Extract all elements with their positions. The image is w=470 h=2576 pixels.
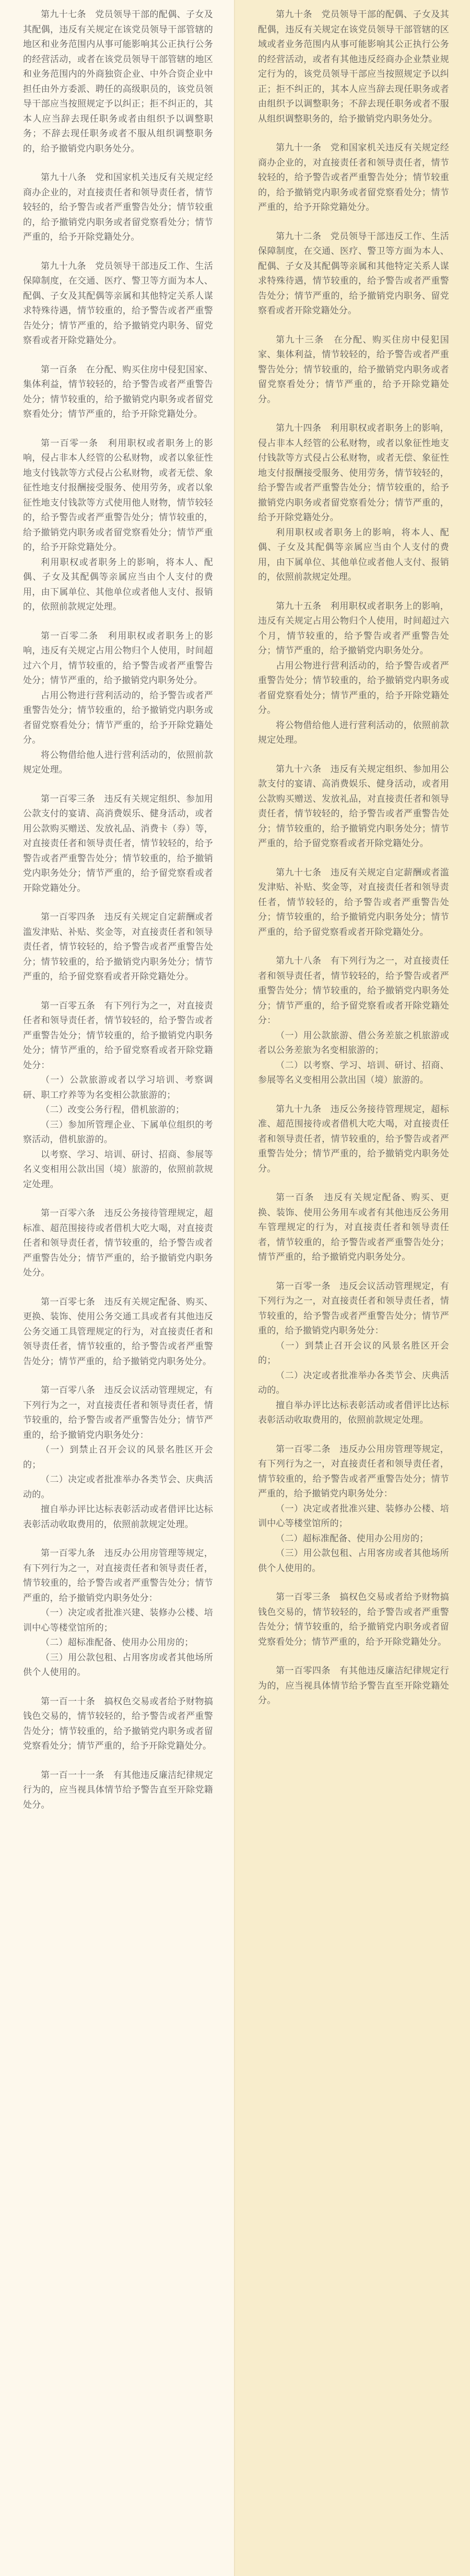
article	[23, 910, 213, 985]
article-paragraph: 第一百零二条 利用职权或者职务上的影响，违反有关规定占用公物归个人使用，时间超过六个月，情节较重的，给予警告或者严重警告处分；情节严重的，给予撤销党内职务处分。	[23, 630, 213, 686]
article-paragraph: 第一百零一条 利用职权或者职务上的影响，侵占非本人经管的公私财物，或者以象征性地支付钱款等方式侵占公私财物，或者无偿、象征性地支付报酬接受服务、使用劳务，或者以象征性地支付钱款等方式使用他人财物，情节较轻的，给予警告或者严重警告处分；情节较重的，给予撤销党内职务或者留党察看处分；情节严重的，给予开除党籍处分。	[23, 438, 213, 553]
article	[258, 954, 449, 1088]
article-paragraph: 第一百一十一条 有其他违反廉洁纪律规定行为的，应当视具体情节给予警告直至开除党籍处分。	[23, 1770, 213, 1810]
article-paragraph: 第九十六条 违反有关规定组织、参加用公款支付的宴请、高消费娱乐、健身活动，或者用公款购买赠送、发放礼品，对直接责任者和领导责任者，情节较轻的，给予警告或者严重警告处分；情节较重的，给予撤销党内职务处分；情节严重的，给予留党察看或者开除党籍处分。	[258, 764, 449, 849]
article	[23, 7, 213, 156]
article-paragraph: （一）到禁止召开会议的风景名胜区开会的；	[23, 1445, 213, 1470]
article-paragraph: （一）决定或者批准兴建、装修办公楼、培训中心等楼堂馆所的；	[258, 1503, 449, 1529]
article	[258, 1664, 449, 1708]
article	[23, 1694, 213, 1754]
article-paragraph: （二）超标准配备、使用办公用房的；	[276, 1533, 429, 1544]
article	[258, 865, 449, 940]
article	[23, 259, 213, 348]
article	[258, 599, 449, 748]
article-paragraph: 第九十一条 党和国家机关违反有关规定经商办企业的，对直接责任者和领导责任者，情节较轻的，给予警告或者严重警告处分；情节较重的，给予撤销党内职务或者留党察看处分；情节严重的，给予开除党籍处分。	[258, 143, 449, 213]
article-paragraph: （二）决定或者批准举办各类节会、庆典活动的。	[23, 1474, 213, 1500]
article-paragraph: 以考察、学习、培训、研讨、招商、参展等名义变相用公款出国（境）旅游的，依照前款规定处理。	[23, 1149, 213, 1190]
article-paragraph: 第一百零三条 搞权色交易或者给予财物搞钱色交易的，情节较轻的，给予警告或者严重警告处分；情节较重的，给予撤销党内职务或者留党察看处分；情节严重的，给予开除党籍处分。	[258, 1592, 449, 1647]
article-paragraph: 占用公物进行营利活动的，给予警告或者严重警告处分；情节较重的，给予撤销党内职务或者留党察看处分；情节严重的，给予开除党籍处分。	[23, 690, 213, 745]
article	[23, 1383, 213, 1532]
article-paragraph: 第一百零四条 违反有关规定自定薪酬或者滥发津贴、补贴、奖金等，对直接责任者和领导责任者，情节较轻的，给予警告或者严重警告处分；情节较重的，给予撤销党内职务处分；情节严重的，给予留党察看或者开除党籍处分。	[23, 912, 213, 982]
article	[258, 229, 449, 319]
article-paragraph: 第一百零六条 违反公务接待管理规定，超标准、超范围接待或者借机大吃大喝，对直接责任者和领导责任者，情节较重的，给予警告或者严重警告处分；情节严重的，给予撤销党内职务处分。	[23, 1208, 213, 1278]
article	[23, 1295, 213, 1369]
article-paragraph: 第一百零四条 有其他违反廉洁纪律规定行为的，应当视具体情节给予警告直至开除党籍处分。	[258, 1666, 449, 1706]
article	[23, 1546, 213, 1680]
article	[258, 1102, 449, 1177]
article-paragraph: 第九十四条 利用职权或者职务上的影响，侵占非本人经管的公私财物，或者以象征性地支付钱款等方式侵占公私财物，或者无偿、象征性地支付报酬接受服务、使用劳务，情节较轻的，给予警告或者严重警告处分；情节较重的，给予撤销党内职务或者留党察看处分；情节严重的，给予开除党籍处分。	[258, 423, 449, 523]
article-paragraph: （三）用公款包租、占用客房或者其他场所供个人使用的。	[258, 1548, 449, 1574]
article	[258, 7, 449, 126]
article	[23, 1206, 213, 1281]
article-paragraph: （二）超标准配备、使用办公用房的；	[41, 1637, 194, 1648]
article-paragraph: 第一百零三条 违反有关规定组织、参加用公款支付的宴请、高消费娱乐、健身活动，或者用公款购买赠送、发放礼品、消费卡（券）等，对直接责任者和领导责任者，情节较轻的，给予警告或者严重警告处分；情节较重的，给予撤销党内职务处分；情节严重的，给予留党察看或者开除党籍处分。	[23, 793, 213, 894]
article-paragraph: （二）以考察、学习、培训、研讨、招商、参展等名义变相用公款出国（境）旅游的。	[258, 1060, 449, 1085]
article-paragraph: （一）决定或者批准兴建、装修办公楼、培训中心等楼堂馆所的；	[23, 1608, 213, 1633]
article-paragraph: 第九十八条 有下列行为之一，对直接责任者和领导责任者，情节较轻的，给予警告或者严重警告处分；情节较重的，给予撤销党内职务处分；情节严重的，给予留党察看或者开除党籍处分：	[258, 956, 449, 1026]
article-paragraph: 第九十二条 党员领导干部违反工作、生活保障制度，在交通、医疗、警卫等方面为本人、配偶、子女及其配偶等亲属和其他特定关系人谋求特殊待遇，情节较重的，给予警告或者严重警告处分；情节严重的，给予撤销党内职务、留党察看或者开除党籍处分。	[258, 231, 449, 316]
article-paragraph: （二）决定或者批准举办各类节会、庆典活动的。	[258, 1370, 449, 1396]
article-paragraph: （三）参加所管理企业、下属单位组织的考察活动，借机旅游的。	[23, 1119, 213, 1145]
article	[23, 362, 213, 422]
article-paragraph: 第九十九条 党员领导干部违反工作、生活保障制度，在交通、医疗、警卫等方面为本人、配偶、子女及其配偶等亲属和其他特定关系人谋求特殊待遇，情节较重的，给予警告或者严重警告处分；情节严重的，给予撤销党内职务、留党察看或者开除党籍处分。	[23, 261, 213, 346]
article-paragraph: （一）用公款旅游、借公务差旅之机旅游或者以公务差旅为名变相旅游的；	[258, 1030, 449, 1056]
article-paragraph: 第九十九条 违反公务接待管理规定，超标准、超范围接待或者借机大吃大喝，对直接责任者和领导责任者，情节较重的，给予警告或者严重警告处分；情节严重的，给予撤销党内职务处分。	[258, 1104, 449, 1174]
article-paragraph: 第一百零一条 违反会议活动管理规定，有下列行为之一，对直接责任者和领导责任者，情节较重的，给予警告或者严重警告处分；情节严重的，给予撤销党内职务处分：	[258, 1281, 449, 1336]
article-paragraph: 第一百零八条 违反会议活动管理规定，有下列行为之一，对直接责任者和领导责任者，情节较重的，给予警告或者严重警告处分；情节严重的，给予撤销党内职务处分：	[23, 1385, 213, 1441]
article	[258, 421, 449, 585]
article-paragraph: 擅自举办评比达标表彰活动或者借评比达标表彰活动收取费用的，依照前款规定处理。	[23, 1504, 213, 1530]
article-paragraph: 擅自举办评比达标表彰活动或者借评比达标表彰活动收取费用的，依照前款规定处理。	[258, 1400, 449, 1425]
article	[23, 629, 213, 778]
article-paragraph: 第九十三条 在分配、购买住房中侵犯国家、集体利益，情节较轻的，给予警告或者严重警告处分；情节较重的，给予撤销党内职务或者留党察看处分；情节严重的，给予开除党籍处分。	[258, 334, 449, 405]
article-paragraph: （一）公款旅游或者以学习培训、考察调研、职工疗养等为名变相公款旅游的；	[23, 1075, 213, 1100]
article-paragraph: （三）用公款包租、占用客房或者其他场所供个人使用的。	[23, 1652, 213, 1678]
article-paragraph: 第九十条 党员领导干部的配偶、子女及其配偶，违反有关规定在该党员领导干部管辖的区域或者业务范围内从事可能影响其公正执行公务的经营活动，或者有其他违反经商办企业禁业规定行为的，该党员领导干部应当按照规定予以纠正；拒不纠正的，其本人应当辞去现任职务或者由组织予以调整职务；不辞去现任职务或者不服从组织调整职务的，给予撤销党内职务处分。	[258, 9, 449, 124]
article-paragraph: 第一百条 违反有关规定配备、购买、更换、装饰、使用公务用车或者有其他违反公务用车管理规定的行为，对直接责任者和领导责任者，情节较重的，给予警告或者严重警告处分；情节严重的，给予撤销党内职务处分。	[258, 1192, 449, 1262]
article	[23, 1768, 213, 1813]
article-paragraph: 将公物借给他人进行营利活动的，依照前款规定处理。	[23, 750, 213, 775]
right-column-new-text	[235, 0, 470, 2576]
article-paragraph: （二）改变公务行程，借机旅游的；	[41, 1105, 185, 1115]
article	[258, 333, 449, 407]
article-paragraph: 将公物借给他人进行营利活动的，依照前款规定处理。	[258, 720, 449, 745]
article-paragraph: 利用职权或者职务上的影响，将本人、配偶、子女及其配偶等亲属应当由个人支付的费用，由下属单位、其他单位或者他人支付、报销的，依照前款规定处理。	[258, 527, 449, 582]
article	[258, 1442, 449, 1576]
article	[23, 999, 213, 1192]
article	[23, 436, 213, 615]
article-paragraph: （一）到禁止召开会议的风景名胜区开会的；	[258, 1340, 449, 1366]
article-paragraph: 第一百零九条 违反办公用房管理等规定，有下列行为之一，对直接责任者和领导责任者，情节较重的，给予警告或者严重警告处分；情节严重的，给予撤销党内职务处分：	[23, 1548, 213, 1603]
article-paragraph: 第一百零二条 违反办公用房管理等规定，有下列行为之一，对直接责任者和领导责任者，情节较重的，给予警告或者严重警告处分；情节严重的，给予撤销党内职务处分：	[258, 1444, 449, 1499]
article	[258, 1590, 449, 1649]
article	[23, 792, 213, 896]
article	[23, 170, 213, 245]
article-paragraph: 第一百零五条 有下列行为之一，对直接责任者和领导责任者，情节较轻的，给予警告或者严重警告处分；情节较重的，给予撤销党内职务处分；情节严重的，给予留党察看或者开除党籍处分：	[23, 1000, 213, 1071]
article-paragraph: 第一百一十条 搞权色交易或者给予财物搞钱色交易的，情节较轻的，给予警告或者严重警告处分；情节较重的，给予撤销党内职务或者留党察看处分；情节严重的，给予开除党籍处分。	[23, 1696, 213, 1751]
article	[258, 140, 449, 215]
article-paragraph: 占用公物进行营利活动的，给予警告或者严重警告处分；情节较重的，给予撤销党内职务或者留党察看处分；情节严重的，给予开除党籍处分。	[258, 660, 449, 716]
article-paragraph: 第九十五条 利用职权或者职务上的影响，违反有关规定占用公物归个人使用，时间超过六个月，情节较重的，给予警告或者严重警告处分；情节严重的，给予撤销党内职务处分。	[258, 601, 449, 656]
article-paragraph: 第一百条 在分配、购买住房中侵犯国家、集体利益，情节较轻的，给予警告或者严重警告处分；情节较重的，给予撤销党内职务或者留党察看处分；情节严重的，给予开除党籍处分。	[23, 364, 213, 419]
article-paragraph: 第九十七条 党员领导干部的配偶、子女及其配偶，违反有关规定在该党员领导干部管辖的地区和业务范围内从事可能影响其公正执行公务的经营活动，或者在该党员领导干部管辖的地区和业务范围内的外商独资企业、中外合资企业中担任由外方委派、聘任的高级职员的，该党员领导干部应当按照规定予以纠正；拒不纠正的，其本人应当辞去现任职务或者由组织予以调整职务；不辞去现任职务或者不服从组织调整职务的，给予撤销党内职务处分。	[23, 9, 213, 154]
article-paragraph: 第九十八条 党和国家机关违反有关规定经商办企业的，对直接责任者和领导责任者，情节较轻的，给予警告或者严重警告处分；情节较重的，给予撤销党内职务或者留党察看处分；情节严重的，给予开除党籍处分。	[23, 172, 213, 242]
article-paragraph: 第一百零七条 违反有关规定配备、购买、更换、装饰、使用公务交通工具或者有其他违反公务交通工具管理规定的行为，对直接责任者和领导责任者，情节较重的，给予警告或者严重警告处分；情节严重的，给予撤销党内职务处分。	[23, 1296, 213, 1367]
article	[258, 1190, 449, 1265]
article-paragraph: 利用职权或者职务上的影响，将本人、配偶、子女及其配偶等亲属应当由个人支付的费用，由下属单位、其他单位或者他人支付、报销的，依照前款规定处理。	[23, 557, 213, 612]
article	[258, 1279, 449, 1428]
article-paragraph: 第九十七条 违反有关规定自定薪酬或者滥发津贴、补贴、奖金等，对直接责任者和领导责任者，情节较轻的，给予警告或者严重警告处分；情节较重的，给予撤销党内职务处分；情节严重的，给予留党察看或者开除党籍处分。	[258, 867, 449, 938]
article	[258, 762, 449, 851]
